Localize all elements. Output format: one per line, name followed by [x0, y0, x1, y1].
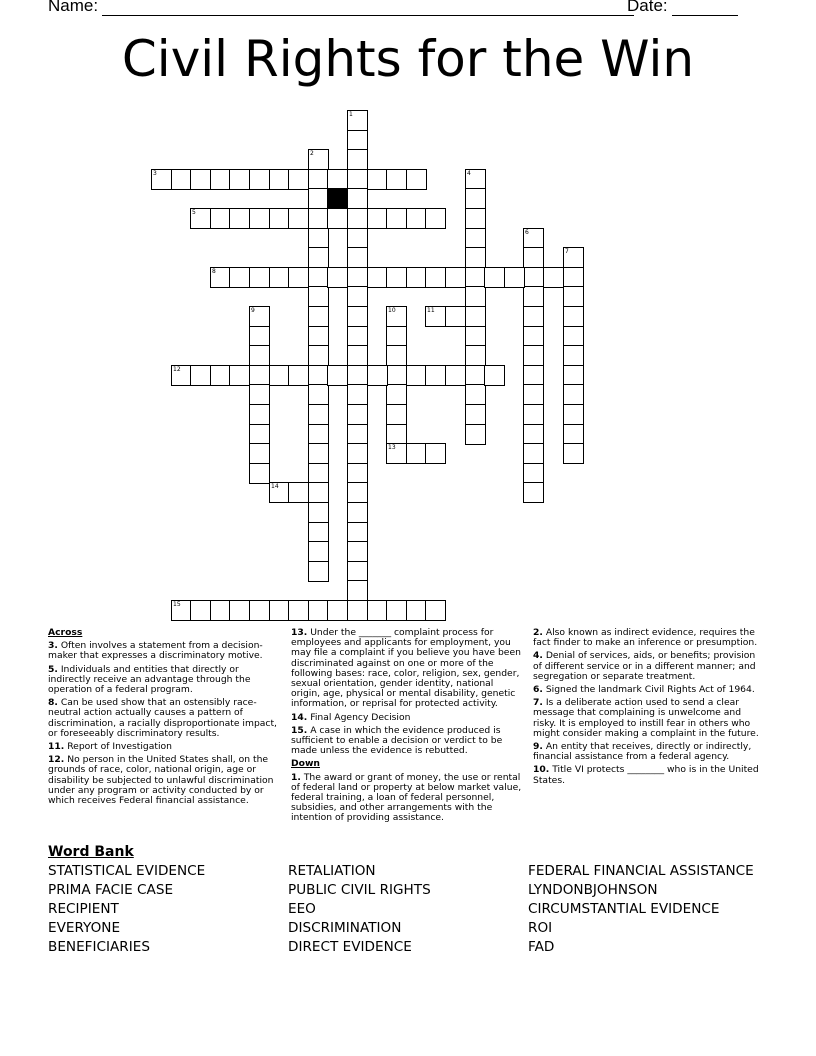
grid-cell[interactable]	[563, 443, 584, 464]
grid-cell[interactable]	[523, 247, 544, 268]
grid-cell[interactable]	[523, 365, 544, 386]
cell-number: 11	[427, 307, 435, 314]
clue-down-4: 4. Denial of services, aids, or benefits; provision of different service or in a different manner; and segregation or separate treatment.	[533, 650, 756, 682]
grid-cell[interactable]	[288, 482, 309, 503]
grid-cell[interactable]	[465, 326, 486, 347]
grid-cell[interactable]	[308, 169, 329, 190]
grid-cell[interactable]	[249, 424, 270, 445]
grid-cell[interactable]	[347, 286, 368, 307]
word-bank-item: BENEFICIARIES	[48, 939, 150, 955]
grid-cell[interactable]	[563, 365, 584, 386]
grid-cell[interactable]	[327, 600, 348, 621]
grid-cell[interactable]	[288, 208, 309, 229]
grid-cell[interactable]	[269, 208, 290, 229]
grid-cell[interactable]	[465, 424, 486, 445]
grid-cell[interactable]	[308, 228, 329, 249]
grid-cell[interactable]	[425, 443, 446, 464]
cell-number: 4	[467, 170, 471, 177]
grid-cell[interactable]	[249, 326, 270, 347]
word-bank-col-3	[528, 862, 754, 957]
grid-cell[interactable]	[445, 267, 466, 288]
grid-cell[interactable]	[367, 169, 388, 190]
grid-cell[interactable]	[523, 424, 544, 445]
word-bank-item: RETALIATION	[288, 863, 376, 879]
grid-cell[interactable]	[347, 247, 368, 268]
grid-cell[interactable]	[171, 169, 192, 190]
grid-cell[interactable]	[406, 169, 427, 190]
grid-cell[interactable]	[190, 600, 211, 621]
grid-cell[interactable]	[523, 482, 544, 503]
clues-col-3	[533, 628, 767, 789]
grid-cell[interactable]	[347, 169, 368, 190]
grid-cell[interactable]	[367, 208, 388, 229]
word-bank-col-1	[48, 862, 205, 957]
grid-cell[interactable]	[386, 345, 407, 366]
grid-cell[interactable]	[347, 522, 368, 543]
grid-cell[interactable]	[308, 384, 329, 405]
grid-cell[interactable]	[406, 600, 427, 621]
word-bank-item: STATISTICAL EVIDENCE	[48, 863, 206, 879]
clue-down-7: 7. Is a deliberate action used to send a clear message that complaining is unwelcome and risky. It is employed to instill fear in others who might consider making a complaint in the future.	[533, 697, 759, 739]
clue-across-5: 5. Individuals and entities that directly or indirectly receive an advantage through the operation of a federal program.	[48, 663, 251, 696]
grid-cell[interactable]	[386, 267, 407, 288]
grid-cell[interactable]	[308, 443, 329, 464]
cell-number: 6	[525, 229, 529, 236]
grid-cell[interactable]	[465, 345, 486, 366]
grid-cell[interactable]	[269, 482, 290, 503]
clue-across-3: 3. Often involves a statement from a decision-maker that expresses a discriminatory motive.	[48, 640, 263, 662]
grid-cell[interactable]	[249, 600, 270, 621]
grid-cell[interactable]	[308, 482, 329, 503]
grid-cell[interactable]	[386, 600, 407, 621]
word-bank-col-2	[288, 862, 431, 957]
grid-cell[interactable]	[347, 443, 368, 464]
grid-cell[interactable]	[347, 188, 368, 209]
grid-cell[interactable]	[288, 169, 309, 190]
cell-number: 1	[349, 111, 353, 118]
clues-col-2	[291, 628, 525, 827]
grid-block	[327, 188, 348, 209]
clue-across-14: 14. Final Agency Decision	[291, 711, 411, 723]
grid-cell[interactable]	[151, 169, 172, 190]
grid-cell[interactable]	[249, 169, 270, 190]
grid-cell[interactable]	[249, 443, 270, 464]
grid-cell[interactable]	[484, 267, 505, 288]
grid-cell[interactable]	[308, 345, 329, 366]
grid-cell[interactable]	[425, 365, 446, 386]
grid-cell[interactable]	[406, 208, 427, 229]
grid-cell[interactable]	[386, 208, 407, 229]
grid-cell[interactable]	[367, 365, 388, 386]
clue-down-9: 9. An entity that receives, directly or indirectly, financial assistance from a federal agency.	[533, 741, 752, 763]
grid-cell[interactable]	[425, 267, 446, 288]
grid-cell[interactable]	[347, 365, 368, 386]
grid-cell[interactable]	[504, 267, 525, 288]
grid-cell[interactable]	[347, 267, 368, 288]
clue-across-12: 12. No person in the United States shall, on the grounds of race, color, national origin, age or disability be subjected to unlawful discrimination under any program or activity conducted by or which receives Federal financial assistance.	[48, 754, 274, 807]
grid-cell[interactable]	[465, 247, 486, 268]
grid-cell[interactable]	[445, 306, 466, 327]
grid-cell[interactable]	[308, 502, 329, 523]
grid-cell[interactable]	[523, 404, 544, 425]
down-heading: Down	[291, 758, 320, 770]
grid-cell[interactable]	[406, 365, 427, 386]
grid-cell[interactable]	[210, 169, 231, 190]
grid-cell[interactable]	[484, 365, 505, 386]
clues-col-1	[48, 628, 282, 809]
grid-cell[interactable]	[465, 169, 486, 190]
grid-cell[interactable]	[190, 208, 211, 229]
grid-cell[interactable]	[229, 169, 250, 190]
grid-cell[interactable]	[327, 208, 348, 229]
grid-cell[interactable]	[347, 384, 368, 405]
grid-cell[interactable]	[347, 345, 368, 366]
grid-cell[interactable]	[386, 306, 407, 327]
grid-cell[interactable]	[308, 286, 329, 307]
puzzle-title: Civil Rights for the Win	[121, 30, 695, 88]
grid-cell[interactable]	[406, 267, 427, 288]
grid-cell[interactable]	[269, 365, 290, 386]
grid-cell[interactable]	[347, 149, 368, 170]
grid-cell[interactable]	[347, 110, 368, 131]
grid-cell[interactable]	[308, 522, 329, 543]
grid-cell[interactable]	[425, 306, 446, 327]
word-bank-item: PUBLIC CIVIL RIGHTS	[288, 882, 431, 898]
grid-cell[interactable]	[425, 208, 446, 229]
word-bank-item: DIRECT EVIDENCE	[288, 939, 412, 955]
grid-cell[interactable]	[210, 600, 231, 621]
grid-cell[interactable]	[386, 365, 407, 386]
grid-cell[interactable]	[386, 424, 407, 445]
grid-cell[interactable]	[386, 384, 407, 405]
word-bank-item: EEO	[288, 901, 316, 917]
grid-cell[interactable]	[523, 443, 544, 464]
grid-cell[interactable]	[171, 365, 192, 386]
word-bank-item: FAD	[528, 939, 555, 955]
grid-cell[interactable]	[308, 188, 329, 209]
grid-cell[interactable]	[347, 228, 368, 249]
word-bank-item: CIRCUMSTANTIAL EVIDENCE	[528, 901, 720, 917]
grid-cell[interactable]	[347, 404, 368, 425]
name-label: Name:	[48, 0, 99, 15]
grid-cell[interactable]	[406, 443, 427, 464]
grid-cell[interactable]	[465, 267, 486, 288]
grid-cell[interactable]	[249, 365, 270, 386]
grid-cell[interactable]	[171, 600, 192, 621]
cell-number: 12	[173, 366, 181, 373]
grid-cell[interactable]	[347, 580, 368, 601]
grid-cell[interactable]	[229, 600, 250, 621]
grid-cell[interactable]	[523, 306, 544, 327]
word-bank-item: EVERYONE	[48, 920, 121, 936]
grid-cell[interactable]	[308, 463, 329, 484]
grid-cell[interactable]	[347, 208, 368, 229]
grid-cell[interactable]	[327, 169, 348, 190]
grid-cell[interactable]	[269, 267, 290, 288]
cell-number: 13	[388, 444, 396, 451]
grid-cell[interactable]	[269, 600, 290, 621]
grid-cell[interactable]	[269, 169, 290, 190]
grid-cell[interactable]	[465, 228, 486, 249]
grid-cell[interactable]	[190, 365, 211, 386]
grid-cell[interactable]	[465, 286, 486, 307]
grid-cell[interactable]	[327, 267, 348, 288]
grid-cell[interactable]	[523, 228, 544, 249]
grid-cell[interactable]	[210, 208, 231, 229]
grid-cell[interactable]	[288, 600, 309, 621]
grid-cell[interactable]	[229, 267, 250, 288]
grid-cell[interactable]	[347, 130, 368, 151]
grid-cell[interactable]	[347, 482, 368, 503]
grid-cell[interactable]	[190, 169, 211, 190]
grid-cell[interactable]	[308, 365, 329, 386]
grid-cell[interactable]	[523, 463, 544, 484]
grid-cell[interactable]	[308, 267, 329, 288]
across-heading: Across	[48, 627, 83, 638]
grid-cell[interactable]	[229, 365, 250, 386]
grid-cell[interactable]	[288, 267, 309, 288]
grid-cell[interactable]	[308, 208, 329, 229]
word-bank-item: ROI	[528, 920, 553, 936]
date-label: Date:	[627, 0, 668, 15]
grid-cell[interactable]	[465, 306, 486, 327]
grid-cell[interactable]	[563, 326, 584, 347]
grid-cell[interactable]	[347, 306, 368, 327]
word-bank-item: RECIPIENT	[48, 901, 119, 917]
grid-cell[interactable]	[347, 561, 368, 582]
grid-cell[interactable]	[288, 365, 309, 386]
grid-cell[interactable]	[563, 267, 584, 288]
grid-cell[interactable]	[249, 345, 270, 366]
grid-cell[interactable]	[308, 149, 329, 170]
grid-cell[interactable]	[308, 326, 329, 347]
grid-cell[interactable]	[563, 247, 584, 268]
grid-cell[interactable]	[347, 541, 368, 562]
grid-cell[interactable]	[465, 188, 486, 209]
grid-cell[interactable]	[347, 463, 368, 484]
grid-cell[interactable]	[210, 365, 231, 386]
word-bank-title: Word Bank	[48, 844, 134, 860]
grid-cell[interactable]	[367, 600, 388, 621]
grid-cell[interactable]	[249, 208, 270, 229]
grid-cell[interactable]	[465, 404, 486, 425]
grid-cell[interactable]	[308, 600, 329, 621]
grid-cell[interactable]	[563, 345, 584, 366]
grid-cell[interactable]	[327, 365, 348, 386]
cell-number: 10	[388, 307, 396, 314]
grid-cell[interactable]	[367, 267, 388, 288]
clue-down-10: 10. Title VI protects ________ who is in the United States.	[533, 764, 759, 786]
cell-number: 7	[565, 248, 569, 255]
grid-cell[interactable]	[523, 345, 544, 366]
word-bank-item: LYNDONBJOHNSON	[528, 882, 658, 898]
grid-cell[interactable]	[308, 306, 329, 327]
grid-cell[interactable]	[347, 424, 368, 445]
grid-cell[interactable]	[308, 541, 329, 562]
grid-cell[interactable]	[563, 404, 584, 425]
grid-cell[interactable]	[425, 600, 446, 621]
grid-cell[interactable]	[465, 365, 486, 386]
cell-number: 9	[251, 307, 255, 314]
grid-cell[interactable]	[386, 443, 407, 464]
grid-cell[interactable]	[465, 208, 486, 229]
grid-cell[interactable]	[386, 169, 407, 190]
clue-across-13: 13. Under the _______ complaint process for employees and applicants for employment, you may file a complaint if you believe you have been discriminated against on one or more of the following bases: race, color, religion, sex, gender, sexual orientation, gender identity, national origin, age, physical or mental disability, genetic information, or reprisal for protected activity.	[291, 627, 521, 710]
word-bank-item: FEDERAL FINANCIAL ASSISTANCE	[528, 863, 754, 879]
word-bank-item: DISCRIMINATION	[288, 920, 402, 936]
cell-number: 15	[173, 601, 181, 608]
grid-cell[interactable]	[523, 267, 544, 288]
clue-down-6: 6. Signed the landmark Civil Rights Act of 1964.	[533, 684, 755, 696]
grid-cell[interactable]	[563, 384, 584, 405]
grid-cell[interactable]	[523, 286, 544, 307]
grid-cell[interactable]	[347, 502, 368, 523]
grid-cell[interactable]	[386, 404, 407, 425]
clue-across-15: 15. A case in which the evidence produced is sufficient to enable a decision or verdict to be made unless the evidence is rebutted.	[291, 724, 503, 757]
grid-cell[interactable]	[347, 600, 368, 621]
grid-cell[interactable]	[249, 463, 270, 484]
clue-across-11: 11. Report of Investigation	[48, 741, 172, 753]
clue-down-1: 1. The award or grant of money, the use or rental of federal land or property at below market value, federal training, a loan of federal personnel, subsidies, and other arrangements with the intention of providing assistance.	[291, 771, 522, 824]
grid-cell[interactable]	[210, 267, 231, 288]
cell-number: 8	[212, 268, 216, 275]
grid-cell[interactable]	[249, 404, 270, 425]
grid-cell[interactable]	[249, 384, 270, 405]
grid-cell[interactable]	[523, 326, 544, 347]
grid-cell[interactable]	[563, 306, 584, 327]
grid-cell[interactable]	[563, 286, 584, 307]
grid-cell[interactable]	[347, 326, 368, 347]
word-bank-item: PRIMA FACIE CASE	[48, 882, 174, 898]
cell-number: 3	[153, 170, 157, 177]
clue-across-8: 8. Can be used show that an ostensibly race-neutral action actually causes a pattern of discrimination, a racially disproportionate impact, or foreseeably discriminatory results.	[48, 697, 277, 739]
cell-number: 5	[192, 209, 196, 216]
cell-number: 2	[310, 150, 314, 157]
grid-cell[interactable]	[523, 384, 544, 405]
grid-cell[interactable]	[563, 424, 584, 445]
grid-cell[interactable]	[308, 404, 329, 425]
grid-cell[interactable]	[308, 247, 329, 268]
grid-cell[interactable]	[543, 267, 564, 288]
cell-number: 14	[271, 483, 279, 490]
grid-cell[interactable]	[386, 326, 407, 347]
grid-cell[interactable]	[308, 424, 329, 445]
clue-down-2: 2. Also known as indirect evidence, requires the fact finder to make an inference or presumption.	[533, 627, 758, 649]
grid-cell[interactable]	[249, 267, 270, 288]
grid-cell[interactable]	[465, 384, 486, 405]
grid-cell[interactable]	[229, 208, 250, 229]
grid-cell[interactable]	[249, 306, 270, 327]
grid-cell[interactable]	[445, 365, 466, 386]
grid-cell[interactable]	[308, 561, 329, 582]
